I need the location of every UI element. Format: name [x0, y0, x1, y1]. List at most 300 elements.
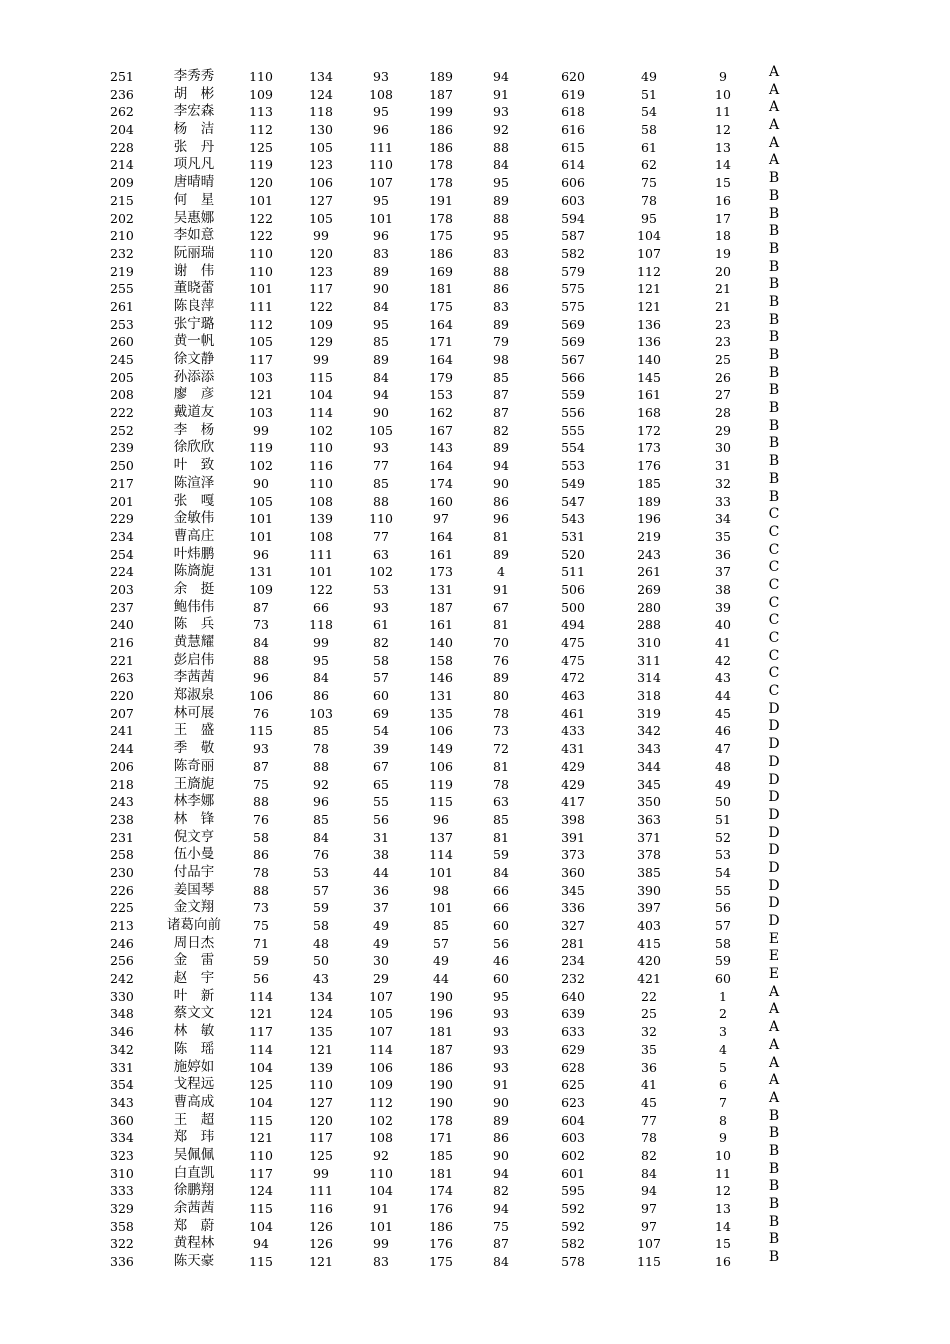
- table-row: [0, 753, 950, 776]
- total-score-cell: 281: [561, 935, 585, 951]
- score-5-cell: 86: [493, 493, 509, 509]
- overall-rank-cell: 112: [637, 263, 661, 279]
- student-id-cell: 236: [110, 86, 134, 102]
- class-rank-cell: 56: [715, 900, 731, 916]
- class-rank-cell: 6: [719, 1077, 727, 1093]
- score-2-cell: 127: [309, 1094, 333, 1110]
- score-4-cell: 186: [429, 245, 453, 261]
- score-3-cell: 106: [369, 1059, 393, 1075]
- score-1-cell: 115: [249, 1112, 273, 1128]
- score-3-cell: 112: [369, 1094, 393, 1110]
- score-2-cell: 110: [309, 475, 333, 491]
- score-3-cell: 90: [373, 405, 389, 421]
- table-row: [0, 488, 950, 511]
- total-score-cell: 602: [561, 1147, 585, 1163]
- student-name-cell: 季 敬: [173, 740, 215, 757]
- grade-cell: B: [768, 1178, 780, 1195]
- student-name-cell: 鲍伟伟: [173, 598, 215, 615]
- score-5-cell: 93: [493, 1006, 509, 1022]
- table-row: [0, 276, 950, 298]
- class-rank-cell: 8: [719, 1112, 727, 1128]
- score-4-cell: 164: [429, 352, 453, 367]
- overall-rank-cell: 350: [637, 794, 661, 810]
- score-2-cell: 121: [309, 1041, 333, 1057]
- score-5-cell: 86: [493, 1130, 509, 1146]
- score-1-cell: 78: [253, 864, 269, 880]
- overall-rank-cell: 363: [637, 811, 661, 827]
- student-name-cell: 阮丽瑞: [173, 244, 215, 261]
- score-4-cell: 137: [429, 829, 453, 845]
- total-score-cell: 604: [561, 1112, 585, 1128]
- score-3-cell: 88: [373, 493, 389, 509]
- overall-rank-cell: 161: [637, 387, 661, 403]
- student-name-cell: 金敏伟: [173, 510, 215, 527]
- student-name-cell: 陈良萍: [173, 297, 215, 314]
- score-4-cell: 162: [429, 405, 453, 421]
- grade-cell: C: [768, 612, 780, 629]
- score-3-cell: 99: [373, 1236, 389, 1252]
- overall-rank-cell: 243: [637, 546, 661, 562]
- score-5-cell: 81: [493, 528, 509, 544]
- student-id-cell: 329: [110, 1201, 134, 1216]
- total-score-cell: 373: [561, 847, 585, 863]
- overall-rank-cell: 75: [641, 175, 657, 191]
- student-name-cell: 戴道友: [173, 404, 215, 421]
- score-2-cell: 124: [309, 86, 333, 102]
- score-2-cell: 58: [313, 918, 329, 933]
- score-2-cell: 117: [309, 281, 333, 297]
- score-5-cell: 93: [493, 1041, 509, 1057]
- overall-rank-cell: 107: [637, 1236, 661, 1252]
- grade-cell: C: [768, 647, 780, 664]
- grade-cell: B: [768, 293, 780, 310]
- grade-cell: C: [768, 576, 780, 593]
- score-5-cell: 70: [493, 635, 509, 650]
- score-2-cell: 121: [309, 1254, 333, 1270]
- score-3-cell: 107: [369, 175, 393, 191]
- score-5-cell: 84: [493, 157, 509, 173]
- class-rank-cell: 58: [715, 935, 731, 951]
- grade-cell: A: [768, 64, 780, 80]
- score-3-cell: 83: [373, 245, 389, 261]
- overall-rank-cell: 22: [641, 988, 657, 1004]
- score-3-cell: 109: [369, 1077, 393, 1093]
- student-id-cell: 213: [110, 918, 134, 933]
- total-score-cell: 398: [561, 811, 585, 827]
- class-rank-cell: 54: [715, 864, 731, 880]
- score-2-cell: 76: [313, 847, 329, 863]
- table-row: [0, 453, 950, 475]
- class-rank-cell: 14: [715, 1218, 731, 1234]
- score-5-cell: 88: [493, 263, 509, 279]
- total-score-cell: 475: [561, 635, 585, 650]
- score-5-cell: 87: [493, 387, 509, 403]
- student-id-cell: 237: [110, 599, 134, 615]
- student-id-cell: 239: [110, 440, 134, 456]
- score-1-cell: 121: [249, 1130, 273, 1146]
- score-4-cell: 175: [429, 298, 453, 314]
- overall-rank-cell: 261: [637, 564, 661, 580]
- grade-cell: C: [768, 559, 780, 576]
- grade-cell: B: [768, 223, 780, 240]
- grade-cell: B: [768, 453, 780, 470]
- score-2-cell: 50: [313, 953, 329, 969]
- score-1-cell: 84: [253, 635, 269, 650]
- grade-cell: B: [768, 311, 780, 328]
- grade-cell: C: [768, 541, 780, 558]
- score-4-cell: 161: [429, 617, 453, 633]
- grade-cell: B: [768, 435, 780, 452]
- table-row: [0, 612, 950, 634]
- score-4-cell: 176: [429, 1201, 453, 1216]
- total-score-cell: 475: [561, 652, 585, 668]
- score-3-cell: 110: [369, 511, 393, 527]
- score-5-cell: 95: [493, 988, 509, 1004]
- student-name-cell: 戈程远: [173, 1076, 215, 1093]
- grade-cell: B: [768, 382, 780, 399]
- score-1-cell: 125: [249, 1077, 273, 1093]
- overall-rank-cell: 342: [637, 723, 661, 739]
- student-id-cell: 251: [110, 69, 134, 84]
- score-4-cell: 57: [433, 935, 449, 951]
- total-score-cell: 578: [561, 1254, 585, 1270]
- score-1-cell: 114: [249, 988, 273, 1004]
- student-id-cell: 238: [110, 811, 134, 827]
- score-5-cell: 78: [493, 705, 509, 721]
- score-1-cell: 103: [249, 369, 273, 385]
- score-2-cell: 48: [313, 935, 329, 951]
- table-row: [0, 1196, 950, 1218]
- overall-rank-cell: 196: [637, 511, 661, 527]
- student-id-cell: 346: [110, 1024, 134, 1040]
- total-score-cell: 620: [561, 69, 585, 84]
- student-id-cell: 252: [110, 422, 134, 438]
- score-1-cell: 88: [253, 794, 269, 810]
- score-sheet: [0, 64, 950, 1271]
- score-4-cell: 160: [429, 493, 453, 509]
- table-row: [0, 64, 950, 86]
- table-row: [0, 1019, 950, 1041]
- table-row: [0, 417, 950, 440]
- table-row: [0, 683, 950, 705]
- table-row: [0, 1036, 950, 1059]
- score-5-cell: 88: [493, 139, 509, 155]
- grade-cell: B: [768, 1213, 780, 1230]
- student-id-cell: 208: [110, 387, 134, 403]
- class-rank-cell: 5: [719, 1059, 727, 1075]
- score-1-cell: 87: [253, 599, 269, 615]
- total-score-cell: 232: [561, 971, 585, 987]
- score-3-cell: 44: [373, 864, 389, 880]
- total-score-cell: 336: [561, 900, 585, 916]
- score-5-cell: 81: [493, 829, 509, 845]
- score-3-cell: 96: [373, 122, 389, 138]
- class-rank-cell: 11: [715, 1165, 731, 1181]
- class-rank-cell: 40: [715, 617, 731, 633]
- score-4-cell: 173: [429, 564, 453, 580]
- student-id-cell: 245: [110, 352, 134, 367]
- student-name-cell: 白直凯: [173, 1164, 215, 1181]
- student-name-cell: 叶炜鹏: [173, 545, 215, 562]
- score-2-cell: 126: [309, 1218, 333, 1234]
- score-2-cell: 104: [309, 387, 333, 403]
- score-5-cell: 98: [493, 352, 509, 367]
- student-id-cell: 209: [110, 175, 134, 191]
- score-4-cell: 101: [429, 900, 453, 916]
- table-row: [0, 1178, 950, 1200]
- overall-rank-cell: 176: [637, 458, 661, 474]
- total-score-cell: 640: [561, 988, 585, 1004]
- total-score-cell: 582: [561, 1236, 585, 1252]
- score-3-cell: 82: [373, 635, 389, 650]
- grade-cell: B: [768, 276, 780, 293]
- table-row: [0, 240, 950, 263]
- score-2-cell: 110: [309, 440, 333, 456]
- student-id-cell: 343: [110, 1094, 134, 1110]
- score-5-cell: 93: [493, 1024, 509, 1040]
- class-rank-cell: 25: [715, 352, 731, 367]
- student-name-cell: 伍小曼: [173, 846, 215, 863]
- total-score-cell: 603: [561, 1130, 585, 1146]
- grade-cell: D: [768, 859, 780, 876]
- table-row: [0, 470, 950, 493]
- score-1-cell: 58: [253, 829, 269, 845]
- score-3-cell: 85: [373, 475, 389, 491]
- overall-rank-cell: 94: [641, 1183, 657, 1199]
- student-id-cell: 224: [110, 564, 134, 580]
- score-3-cell: 102: [369, 1112, 393, 1128]
- score-4-cell: 96: [433, 811, 449, 827]
- grade-cell: B: [768, 1196, 780, 1212]
- table-row: [0, 1142, 950, 1165]
- student-name-cell: 李如意: [173, 227, 215, 244]
- score-3-cell: 95: [373, 316, 389, 332]
- score-3-cell: 93: [373, 440, 389, 456]
- score-1-cell: 111: [249, 298, 273, 314]
- student-name-cell: 王旖旎: [173, 775, 215, 792]
- student-id-cell: 201: [110, 493, 134, 509]
- grade-cell: D: [768, 895, 780, 912]
- score-4-cell: 190: [429, 988, 453, 1004]
- grade-cell: A: [768, 152, 780, 169]
- score-4-cell: 196: [429, 1006, 453, 1022]
- score-5-cell: 60: [493, 971, 509, 987]
- total-score-cell: 618: [561, 104, 585, 120]
- table-row: [0, 329, 950, 351]
- student-name-cell: 郑 蔚: [173, 1217, 215, 1234]
- total-score-cell: 594: [561, 210, 585, 226]
- total-score-cell: 559: [561, 387, 585, 403]
- score-2-cell: 124: [309, 1006, 333, 1022]
- score-5-cell: 82: [493, 1183, 509, 1199]
- student-id-cell: 241: [110, 723, 134, 739]
- student-id-cell: 222: [110, 405, 134, 421]
- class-rank-cell: 15: [715, 175, 731, 191]
- score-5-cell: 89: [493, 546, 509, 562]
- score-1-cell: 94: [253, 1236, 269, 1252]
- student-id-cell: 334: [110, 1130, 134, 1146]
- score-2-cell: 130: [309, 122, 333, 138]
- score-2-cell: 86: [313, 688, 329, 704]
- score-4-cell: 171: [429, 334, 453, 350]
- student-name-cell: 徐文静: [173, 351, 215, 367]
- table-row: [0, 948, 950, 970]
- score-2-cell: 126: [309, 1236, 333, 1252]
- table-row: [0, 258, 950, 281]
- student-id-cell: 260: [110, 334, 134, 350]
- table-row: [0, 311, 950, 334]
- overall-rank-cell: 145: [637, 369, 661, 385]
- score-3-cell: 54: [373, 723, 389, 739]
- overall-rank-cell: 97: [641, 1218, 657, 1234]
- score-5-cell: 90: [493, 1094, 509, 1110]
- overall-rank-cell: 45: [641, 1094, 657, 1110]
- score-2-cell: 116: [309, 1201, 333, 1216]
- class-rank-cell: 12: [715, 122, 731, 138]
- student-id-cell: 310: [110, 1165, 134, 1181]
- student-id-cell: 204: [110, 122, 134, 138]
- overall-rank-cell: 97: [641, 1201, 657, 1216]
- overall-rank-cell: 95: [641, 210, 657, 226]
- score-4-cell: 190: [429, 1077, 453, 1093]
- student-id-cell: 216: [110, 635, 134, 650]
- score-4-cell: 106: [429, 758, 453, 774]
- score-1-cell: 75: [253, 918, 269, 933]
- total-score-cell: 628: [561, 1059, 585, 1075]
- grade-cell: B: [768, 417, 780, 434]
- student-id-cell: 220: [110, 688, 134, 704]
- student-id-cell: 243: [110, 794, 134, 810]
- score-1-cell: 114: [249, 1041, 273, 1057]
- total-score-cell: 614: [561, 157, 585, 173]
- grade-cell: E: [768, 966, 780, 983]
- table-row: [0, 877, 950, 900]
- score-2-cell: 123: [309, 263, 333, 279]
- score-2-cell: 120: [309, 245, 333, 261]
- score-1-cell: 117: [249, 1024, 273, 1040]
- table-row: [0, 665, 950, 687]
- student-id-cell: 225: [110, 900, 134, 916]
- class-rank-cell: 10: [715, 1147, 731, 1163]
- score-2-cell: 101: [309, 564, 333, 580]
- score-5-cell: 93: [493, 104, 509, 120]
- score-2-cell: 110: [309, 1077, 333, 1093]
- score-1-cell: 101: [249, 528, 273, 544]
- score-3-cell: 110: [369, 1165, 393, 1181]
- score-2-cell: 92: [313, 776, 329, 792]
- score-3-cell: 96: [373, 228, 389, 244]
- score-2-cell: 125: [309, 1147, 333, 1163]
- score-1-cell: 102: [249, 458, 273, 474]
- score-4-cell: 187: [429, 599, 453, 615]
- table-row: [0, 117, 950, 139]
- score-5-cell: 83: [493, 298, 509, 314]
- score-4-cell: 140: [429, 635, 453, 650]
- grade-cell: A: [768, 1036, 780, 1053]
- table-row: [0, 506, 950, 528]
- score-4-cell: 178: [429, 157, 453, 173]
- total-score-cell: 417: [561, 794, 585, 810]
- score-4-cell: 143: [429, 440, 453, 456]
- score-5-cell: 95: [493, 228, 509, 244]
- student-name-cell: 付品宇: [173, 863, 215, 880]
- score-1-cell: 76: [253, 705, 269, 721]
- student-name-cell: 张宁璐: [173, 315, 215, 332]
- score-1-cell: 105: [249, 493, 273, 509]
- overall-rank-cell: 58: [641, 122, 657, 138]
- student-name-cell: 曹高庄: [173, 527, 215, 544]
- total-score-cell: 555: [561, 422, 585, 438]
- score-4-cell: 174: [429, 475, 453, 491]
- score-4-cell: 190: [429, 1094, 453, 1110]
- table-row: [0, 1125, 950, 1147]
- class-rank-cell: 21: [715, 281, 731, 297]
- total-score-cell: 615: [561, 139, 585, 155]
- class-rank-cell: 53: [715, 847, 731, 863]
- class-rank-cell: 33: [715, 493, 731, 509]
- score-2-cell: 117: [309, 1130, 333, 1146]
- overall-rank-cell: 420: [637, 953, 661, 969]
- score-5-cell: 59: [493, 847, 509, 863]
- grade-cell: B: [768, 187, 780, 204]
- class-rank-cell: 20: [715, 263, 731, 279]
- overall-rank-cell: 121: [637, 298, 661, 314]
- total-score-cell: 520: [561, 546, 585, 562]
- student-name-cell: 叶 致: [173, 457, 215, 474]
- score-5-cell: 89: [493, 1112, 509, 1128]
- score-2-cell: 109: [309, 316, 333, 332]
- score-2-cell: 85: [313, 811, 329, 827]
- table-row: [0, 400, 950, 422]
- student-name-cell: 倪文亨: [173, 828, 215, 845]
- grade-cell: D: [768, 700, 780, 717]
- overall-rank-cell: 25: [641, 1006, 657, 1022]
- score-5-cell: 81: [493, 758, 509, 774]
- grade-cell: A: [768, 134, 780, 151]
- score-4-cell: 119: [429, 776, 453, 792]
- class-rank-cell: 16: [715, 192, 731, 208]
- class-rank-cell: 35: [715, 528, 731, 544]
- score-2-cell: 139: [309, 511, 333, 527]
- student-id-cell: 333: [110, 1183, 134, 1199]
- score-1-cell: 87: [253, 758, 269, 774]
- table-row: [0, 559, 950, 581]
- score-1-cell: 86: [253, 847, 269, 863]
- score-1-cell: 76: [253, 811, 269, 827]
- score-2-cell: 59: [313, 900, 329, 916]
- score-5-cell: 95: [493, 175, 509, 191]
- grade-cell: D: [768, 806, 780, 823]
- total-score-cell: 234: [561, 953, 585, 969]
- score-1-cell: 101: [249, 192, 273, 208]
- overall-rank-cell: 82: [641, 1147, 657, 1163]
- score-4-cell: 178: [429, 175, 453, 191]
- student-name-cell: 陈天豪: [173, 1253, 215, 1270]
- table-row: [0, 1072, 950, 1094]
- student-id-cell: 210: [110, 228, 134, 244]
- student-id-cell: 232: [110, 245, 134, 261]
- student-id-cell: 253: [110, 316, 134, 332]
- score-1-cell: 73: [253, 617, 269, 633]
- score-3-cell: 83: [373, 1254, 389, 1270]
- score-1-cell: 125: [249, 139, 273, 155]
- overall-rank-cell: 403: [637, 918, 661, 933]
- score-2-cell: 134: [309, 988, 333, 1004]
- score-3-cell: 31: [373, 829, 389, 845]
- score-1-cell: 71: [253, 935, 269, 951]
- score-1-cell: 112: [249, 316, 273, 332]
- grade-cell: B: [768, 1160, 780, 1177]
